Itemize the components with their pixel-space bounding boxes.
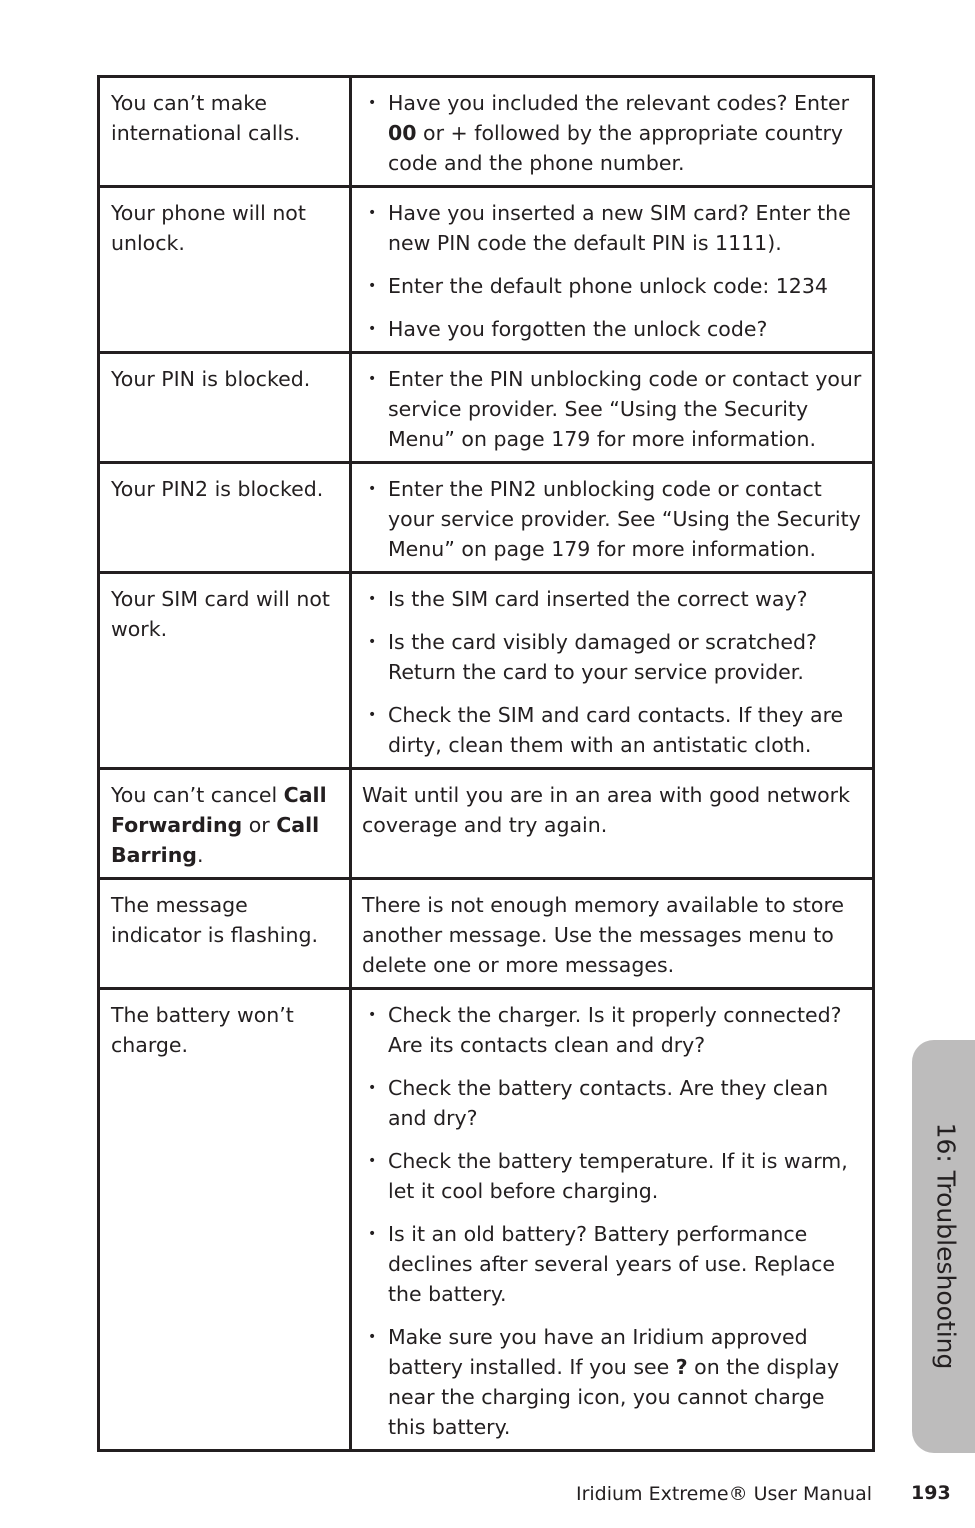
bullet-item: • Have you inserted a new SIM card? Enter the new PIN code the default PIN is 1111).: [362, 198, 864, 258]
troubleshooting-table: [97, 75, 875, 1452]
solution-cell: [351, 463, 874, 573]
bullet-icon: •: [368, 1153, 377, 1169]
bullet-item: • Enter the default phone unlock code: 1234: [362, 271, 864, 301]
problem-cell: Your SIM card will not work.: [99, 573, 351, 769]
bullet-icon: •: [368, 321, 377, 337]
bullet-icon: •: [368, 707, 377, 723]
bullet-item: • Have you forgotten the unlock code?: [362, 314, 864, 344]
problem-cell: Your phone will not unlock.: [99, 187, 351, 353]
solution-cell: There is not enough memory available to store another message. Use the messages menu to delete one or more messages.: [351, 879, 874, 989]
chapter-tab-label: 16: Troubleshooting: [931, 1122, 961, 1370]
problem-cell: The message indicator is flashing.: [99, 879, 351, 989]
bullet-icon: •: [368, 278, 377, 294]
table-row: [99, 463, 874, 573]
problem-cell: You can’t make international calls.: [99, 77, 351, 187]
page-number: 193: [911, 1482, 951, 1504]
bullet-icon: •: [368, 591, 377, 607]
bullet-icon: •: [368, 1226, 377, 1242]
solution-cell: [351, 573, 874, 769]
bullet-icon: •: [368, 95, 377, 111]
table-row: [99, 879, 874, 989]
bullet-item: • Check the battery temperature. If it is warm, let it cool before charging.: [362, 1146, 864, 1206]
solution-cell: Wait until you are in an area with good network coverage and try again.: [351, 769, 874, 879]
solution-cell: [351, 77, 874, 187]
problem-cell: Your PIN is blocked.: [99, 353, 351, 463]
solution-cell: [351, 989, 874, 1451]
solution-cell: [351, 187, 874, 353]
table-row: [99, 573, 874, 769]
problem-cell: You can’t cancel Call Forwarding or Call Barring.: [99, 769, 351, 879]
bullet-icon: •: [368, 634, 377, 650]
bullet-icon: •: [368, 205, 377, 221]
bullet-item: • Enter the PIN2 unblocking code or contact your service provider. See “Using the Security Menu” on page 179 for more information.: [362, 474, 864, 564]
problem-cell: Your PIN2 is blocked.: [99, 463, 351, 573]
bullet-item: • Is the SIM card inserted the correct way?: [362, 584, 864, 614]
problem-cell: The battery won’t charge.: [99, 989, 351, 1451]
bullet-item: • Have you included the relevant codes? Enter 00 or + followed by the appropriate country code and the phone number.: [362, 88, 864, 178]
table-row: [99, 77, 874, 187]
table-row: [99, 353, 874, 463]
bullet-item: • Enter the PIN unblocking code or contact your service provider. See “Using the Security Menu” on page 179 for more information.: [362, 364, 864, 454]
bullet-item: • Is it an old battery? Battery performance declines after several years of use. Replace the battery.: [362, 1219, 864, 1309]
table-row: [99, 989, 874, 1451]
table-row: [99, 769, 874, 879]
bullet-item: • Is the card visibly damaged or scratched? Return the card to your service provider.: [362, 627, 864, 687]
table-row: [99, 187, 874, 353]
bullet-icon: •: [368, 371, 377, 387]
bullet-icon: •: [368, 1080, 377, 1096]
footer-manual-title: Iridium Extreme® User Manual: [575, 1483, 872, 1505]
solution-cell: [351, 353, 874, 463]
bullet-icon: •: [368, 1329, 377, 1345]
bullet-icon: •: [368, 481, 377, 497]
bullet-item: • Check the charger. Is it properly connected? Are its contacts clean and dry?: [362, 1000, 864, 1060]
bullet-item: • Make sure you have an Iridium approved battery installed. If you see ? on the display near the charging icon, you cannot charge this battery.: [362, 1322, 864, 1442]
bullet-icon: •: [368, 1007, 377, 1023]
bullet-item: • Check the battery contacts. Are they clean and dry?: [362, 1073, 864, 1133]
bullet-item: • Check the SIM and card contacts. If they are dirty, clean them with an antistatic cloth.: [362, 700, 864, 760]
